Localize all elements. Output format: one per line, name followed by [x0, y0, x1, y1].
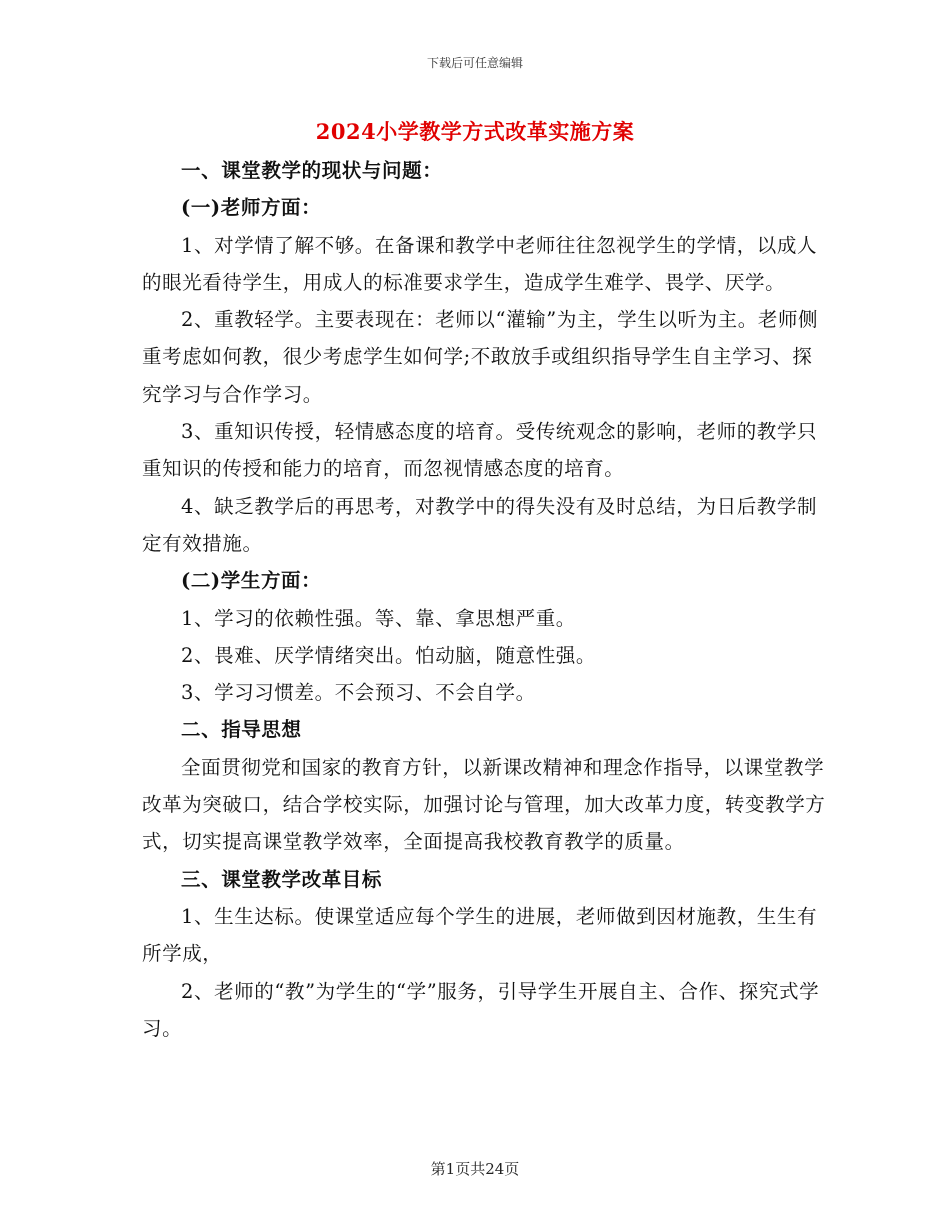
paragraph: 1、学习的依赖性强。等、靠、拿思想严重。: [181, 606, 576, 630]
paragraph: 3、重知识传授，轻情感态度的培育。受传统观念的影响，老师的教学只重知识的传授和能力的培育，而忽视情感态度的培育。: [142, 420, 818, 481]
subsection-heading: (二)学生方面：: [181, 569, 322, 593]
paragraph: 3、学习习惯差。不会预习、不会自学。: [181, 681, 536, 705]
paragraph: 2、老师的“教”为学生的“学”服务，引导学生开展自主、合作、探究式学习。: [142, 979, 820, 1040]
document-title: 2024小学教学方式改革实施方案: [315, 119, 635, 144]
section-heading: 一、课堂教学的现状与问题：: [181, 159, 443, 182]
page-number: 第1页共24页: [430, 1160, 520, 1178]
subsection-heading: (一)老师方面：: [181, 196, 322, 220]
paragraph: 2、畏难、厌学情绪突出。怕动脑，随意性强。: [181, 643, 597, 667]
header-note: 下载后可任意编辑: [426, 56, 523, 70]
document-body: [142, 152, 832, 1047]
paragraph: 1、生生达标。使课堂适应每个学生的进展，老师做到因材施教，生生有所学成，: [142, 904, 818, 966]
paragraph: 1、对学情了解不够。在备课和教学中老师往往忽视学生的学情，以成人的眼光看待学生，用成人的标准要求学生，造成学生难学、畏学、厌学。: [142, 233, 818, 294]
paragraph: 2、重教轻学。主要表现在：老师以“灌输”为主，学生以听为主。老师侧重考虑如何教，很少考虑学生如何学;不敢放手或组织指导学生自主学习、探究学习与合作学习。: [142, 308, 819, 406]
paragraph: 4、缺乏教学后的再思考，对教学中的得失没有及时总结，为日后教学制定有效措施。: [142, 494, 818, 555]
section-heading: 三、课堂教学改革目标: [181, 867, 383, 891]
paragraph: 全面贯彻党和国家的教育方针，以新课改精神和理念作指导，以课堂教学改革为突破口，结合学校实际，加强讨论与管理，加大改革力度，转变教学方式，切实提高课堂教学效率，全面提高我校教育教学的质量。: [142, 755, 826, 854]
section-heading: 二、指导思想: [181, 718, 302, 742]
